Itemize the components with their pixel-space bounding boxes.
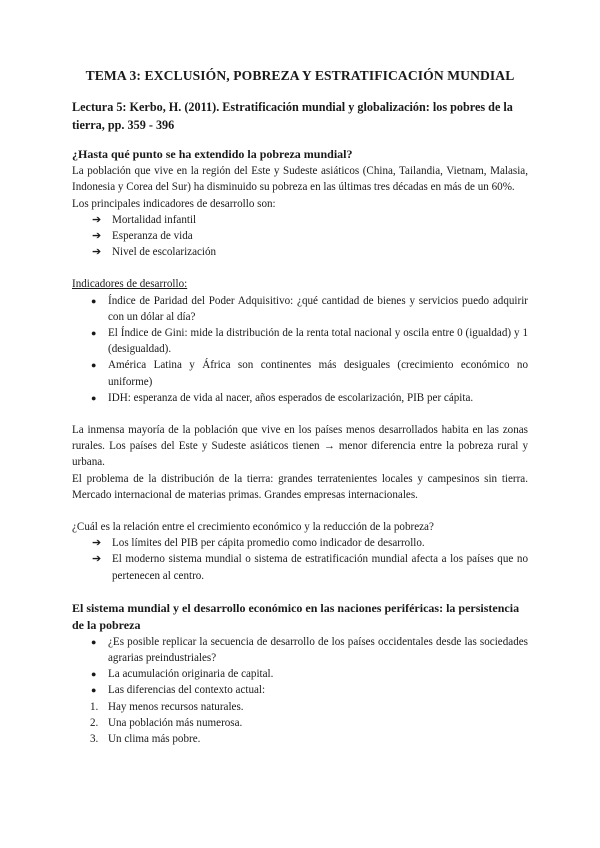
list-number: 1. xyxy=(90,700,99,713)
list-item: ● Las diferencias del contexto actual: xyxy=(72,682,528,698)
list-item: ● Índice de Paridad del Poder Adquisitivo: ¿qué cantidad de bienes y servicios puedo adquirir con un dólar al día? xyxy=(91,294,528,323)
document-title: TEMA 3: EXCLUSIÓN, POBREZA Y ESTRATIFICACIÓN MUNDIAL xyxy=(85,68,515,83)
list-item: ➔ Esperanza de vida xyxy=(72,228,528,244)
list-item: 3. Un clima más pobre. xyxy=(72,731,528,747)
question-growth-poverty: ¿Cuál es la relación entre el crecimiento económico y la reducción de la pobreza? xyxy=(72,521,434,534)
section-heading-poverty-extent: ¿Hasta qué punto se ha extendido la pobreza mundial? xyxy=(72,147,353,162)
arrow-icon: ➔ xyxy=(92,537,102,550)
growth-poverty-list xyxy=(72,535,528,584)
arrow-icon: ➔ xyxy=(92,553,102,566)
arrow-icon: ➔ xyxy=(92,230,102,243)
list-item: ● La acumulación originaria de capital. xyxy=(72,666,528,682)
bullet-icon: ● xyxy=(91,295,97,306)
list-item: ● América Latina y África son continentes más desiguales (crecimiento económico no uniforme) xyxy=(91,359,528,388)
bullet-icon: ● xyxy=(91,669,97,680)
list-number: 3. xyxy=(90,733,99,746)
bullet-icon: ● xyxy=(91,328,97,339)
list-number: 2. xyxy=(90,716,99,729)
paragraph-rural-population: La inmensa mayoría de la población que vive en los países menos desarrollados habita en las zonas rurales. Los países del Este y Sudeste asiáticos tienen → menor diferencia entre la pobreza rural y urbana. xyxy=(72,424,528,469)
bullet-icon: ● xyxy=(91,392,97,403)
list-item: ● El Índice de Gini: mide la distribución de la renta total nacional y oscila entre 0 (igualdad) y 1 (desigualdad). xyxy=(91,327,528,356)
paragraph-asia-poverty: La población que vive en la región del Este y Sudeste asiáticos (China, Tailandia, Vietnam, Malasia, Indonesia y Corea del Sur) ha disminuido su pobreza en las últimas tres décadas en más de un 60%. xyxy=(72,165,528,194)
reading-reference: Lectura 5: Kerbo, H. (2011). Estratificación mundial y globalización: los pobres de la tierra, pp. 359 - 396 xyxy=(72,100,513,133)
list-item: ● ¿Es posible replicar la secuencia de desarrollo de los países occidentales desde las sociedades agrarias preindustriales? xyxy=(91,635,528,665)
bullet-icon: ● xyxy=(91,685,97,696)
arrow-icon: ➔ xyxy=(92,213,102,226)
development-indicators-list xyxy=(72,293,528,406)
list-item: 1. Hay menos recursos naturales. xyxy=(72,699,528,715)
section-heading-world-system: El sistema mundial y el desarrollo económico en las naciones periféricas: la persistencia de la pobreza xyxy=(72,600,520,632)
paragraph-land-distribution: El problema de la distribución de la tierra: grandes terratenientes locales y campesinos sin tierra. Mercado internacional de materias primas. Grandes empresas internacionales. xyxy=(72,472,528,501)
paragraph-indicators-intro: Los principales indicadores de desarrollo son: xyxy=(72,197,276,210)
list-item: ➔ El moderno sistema mundial o sistema de estratificación mundial afecta a los países que no pertenecen al centro. xyxy=(92,553,528,582)
bullet-icon: ● xyxy=(91,636,97,647)
list-item: ➔ Mortalidad infantil xyxy=(72,212,528,228)
section-heading-development-indicators: Indicadores de desarrollo: xyxy=(72,278,188,291)
list-item: 2. Una población más numerosa. xyxy=(72,715,528,731)
context-differences-list xyxy=(72,699,528,748)
world-system-list xyxy=(72,634,528,699)
list-item: ➔ Los límites del PIB per cápita promedio como indicador de desarrollo. xyxy=(72,535,528,551)
bullet-icon: ● xyxy=(91,360,97,371)
list-item: ➔ Nivel de escolarización xyxy=(72,244,528,260)
arrow-icon: ➔ xyxy=(92,246,102,259)
indicators-list xyxy=(72,212,528,261)
list-item: ● IDH: esperanza de vida al nacer, años esperados de escolarización, PIB per cápita. xyxy=(72,390,528,406)
